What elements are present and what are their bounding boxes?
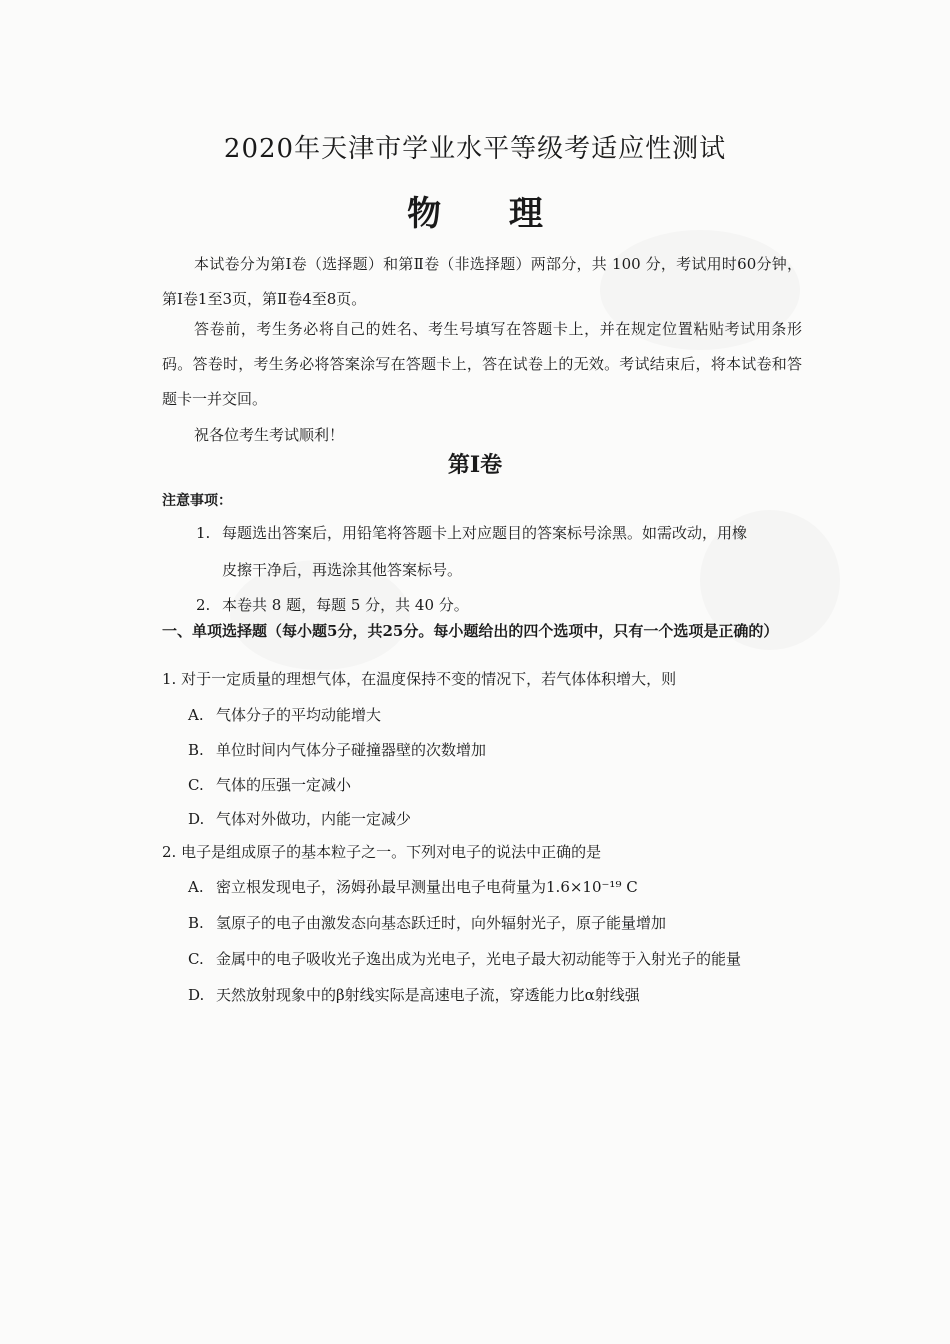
option-text: 密立根发现电子，汤姆孙最早测量出电子电荷量为1.6×10⁻¹⁹ C bbox=[216, 878, 638, 896]
option-text: 气体分子的平均动能增大 bbox=[216, 706, 382, 724]
section-title: 第Ⅰ卷 bbox=[447, 452, 503, 478]
question-option bbox=[188, 774, 808, 795]
intro-paragraph-3: 祝各位考生考试顺利！ bbox=[194, 426, 345, 444]
option-text: 气体的压强一定减小 bbox=[216, 776, 352, 794]
option-label: A. bbox=[188, 878, 204, 896]
option-label: B. bbox=[188, 914, 204, 932]
intro-paragraph-1: 本试卷分为第Ⅰ卷（选择题）和第Ⅱ卷（非选择题）两部分，共 100 分，考试用时60分钟，第Ⅰ卷1至3页，第Ⅱ卷4至8页。 bbox=[162, 255, 802, 308]
intro-paragraph-2: 答卷前，考生务必将自己的姓名、考生号填写在答题卡上，并在规定位置粘贴考试用条形码。答卷时，考生务必将答案涂写在答题卡上，答在试卷上的无效。考试结束后，将本试卷和答题卡一并交回。 bbox=[162, 320, 802, 408]
option-text: 金属中的电子吸收光子逸出成为光电子，光电子最大初动能等于入射光子的能量 bbox=[216, 950, 742, 968]
option-label: B. bbox=[188, 741, 204, 759]
notice-number: 1. bbox=[196, 524, 211, 542]
option-label: D. bbox=[188, 986, 205, 1004]
option-label: C. bbox=[188, 950, 204, 968]
question-option bbox=[188, 704, 808, 725]
question-option bbox=[188, 948, 808, 969]
question-stem: 2. 电子是组成原子的基本粒子之一。下列对电子的说法中正确的是 bbox=[162, 843, 602, 861]
notice-text-continued: 皮擦干净后，再选涂其他答案标号。 bbox=[222, 561, 463, 579]
option-text: 单位时间内气体分子碰撞器壁的次数增加 bbox=[216, 741, 487, 759]
subject-title: 物 理 bbox=[407, 194, 571, 234]
question-option bbox=[188, 912, 808, 933]
question-stem: 1. 对于一定质量的理想气体，在温度保持不变的情况下，若气体体积增大，则 bbox=[162, 670, 677, 688]
question-option bbox=[188, 984, 808, 1005]
notice-heading: 注意事项： bbox=[162, 493, 232, 509]
question-option bbox=[188, 876, 808, 897]
question-option bbox=[188, 739, 808, 760]
option-label: C. bbox=[188, 776, 204, 794]
notice-text: 本卷共 8 题，每题 5 分，共 40 分。 bbox=[222, 596, 469, 614]
option-label: A. bbox=[188, 706, 204, 724]
option-text: 氢原子的电子由激发态向基态跃迁时，向外辐射光子，原子能量增加 bbox=[216, 914, 667, 932]
exam-title: 2020年天津市学业水平等级考适应性测试 bbox=[223, 134, 727, 164]
notice-item bbox=[196, 587, 796, 624]
notice-item bbox=[196, 515, 796, 589]
question-option bbox=[188, 808, 808, 829]
part-heading: 一、单项选择题（每小题5分，共25分。每小题给出的四个选项中，只有一个选项是正确的） bbox=[162, 622, 779, 640]
option-text: 天然放射现象中的β射线实际是高速电子流，穿透能力比α射线强 bbox=[216, 986, 640, 1004]
option-label: D. bbox=[188, 810, 205, 828]
notice-number: 2. bbox=[196, 596, 211, 614]
option-text: 气体对外做功，内能一定减少 bbox=[216, 810, 412, 828]
notice-text: 每题选出答案后，用铅笔将答题卡上对应题目的答案标号涂黑。如需改动，用橡 bbox=[222, 524, 748, 542]
